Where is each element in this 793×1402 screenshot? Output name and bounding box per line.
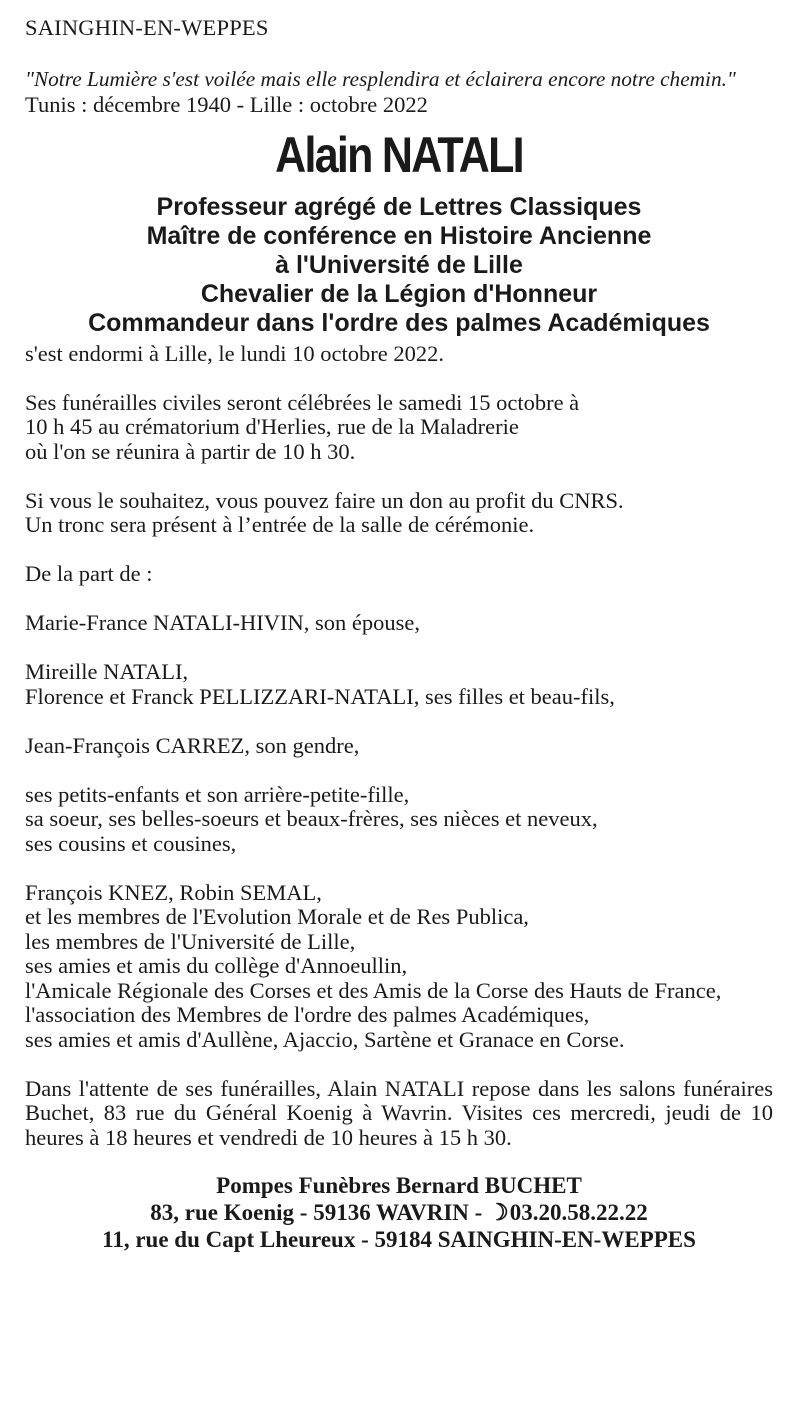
son-in-law-line: Jean-François CARREZ, son gendre, (25, 732, 360, 758)
title-line: Commandeur dans l'ordre des palmes Académiques (88, 308, 710, 337)
title-line: Chevalier de la Légion d'Honneur (200, 279, 598, 308)
text-line: Si vous le souhaitez, vous pouvez faire un don au profit du CNRS. (25, 487, 624, 513)
funeral-home-name: Pompes Funèbres Bernard BUCHET (216, 1173, 582, 1198)
funeral-paragraph (25, 391, 773, 465)
donation-paragraph (25, 489, 773, 538)
title-line: Maître de conférence en Histoire Ancienne (146, 221, 652, 250)
text-line: les membres de l'Université de Lille, (25, 928, 356, 954)
text-line: François KNEZ, Robin SEMAL, (25, 879, 322, 905)
announcement-text: s'est endormi à Lille, le lundi 10 octobre 2022. (25, 340, 444, 366)
text-line: Ses funérailles civiles seront célébrées le samedi 15 octobre à (25, 389, 580, 415)
from-label: De la part de : (25, 561, 153, 586)
text-line: l'association des Membres de l'ordre des palmes Académiques, (25, 1002, 590, 1027)
title-line: à l'Université de Lille (275, 250, 523, 279)
text-line: ses petits-enfants et son arrière-petite-fille, (25, 781, 410, 807)
text-line: ses amies et amis d'Aullène, Ajaccio, Sartène et Granace en Corse. (25, 1026, 625, 1052)
address-text: 83, rue Koenig - 59136 WAVRIN - (150, 1200, 489, 1225)
memorial-quote: "Notre Lumière s'est voilée mais elle resplendira et éclairera encore notre chemin." (25, 66, 736, 91)
funeral-home-footer (25, 1172, 773, 1253)
text-line: sa soeur, ses belles-soeurs et beaux-frères, ses nièces et neveux, (25, 806, 598, 831)
text-line: Un tronc sera présent à l’entrée de la salle de cérémonie. (25, 512, 535, 537)
text-line: et les membres de l'Evolution Morale et de Res Publica, (25, 904, 529, 929)
friends-paragraph (25, 881, 773, 1053)
text-line: Florence et Franck PELLIZZARI-NATALI, ses filles et beau-fils, (25, 683, 615, 709)
text-line: où l'on se réunira à partir de 10 h 30. (25, 438, 356, 464)
text-line: Mireille NATALI, (25, 659, 189, 684)
text-line: l'Amicale Régionale des Corses et des Amis de la Corse des Hauts de France, (25, 977, 722, 1003)
funeral-home-address-2: 11, rue du Capt Lheureux - 59184 SAINGHIN-EN-WEPPES (102, 1227, 696, 1252)
life-dates: Tunis : décembre 1940 - Lille : octobre 2022 (25, 92, 428, 117)
locality-heading: SAINGHIN-EN-WEPPES (25, 15, 269, 40)
deceased-name: Alain NATALI (275, 126, 523, 183)
text-line: ses cousins et cousines, (25, 830, 237, 856)
phone-icon: ☽ (488, 1200, 509, 1225)
family-paragraph (25, 783, 773, 857)
daughters-paragraph (25, 660, 773, 709)
phone-number: 03.20.58.22.22 (509, 1200, 648, 1225)
title-line: Professeur agrégé de Lettres Classiques (156, 192, 642, 221)
spouse-line: Marie-France NATALI-HIVIN, son épouse, (25, 610, 420, 635)
text-line: 10 h 45 au crématorium d'Herlies, rue de la Maladrerie (25, 414, 519, 439)
text-line: ses amies et amis du collège d'Annoeullin, (25, 953, 408, 978)
visits-paragraph: Dans l'attente de ses funérailles, Alain NATALI repose dans les salons funéraires Buchet, 83 rue du Général Koenig à Wavrin. Visites ces mercredi, jeudi de 10 heures à 18 heures et vendredi de 10 heures à 15 h 30. (25, 1075, 773, 1150)
funeral-home-address-1 (25, 1199, 773, 1226)
honorary-titles (25, 193, 773, 338)
